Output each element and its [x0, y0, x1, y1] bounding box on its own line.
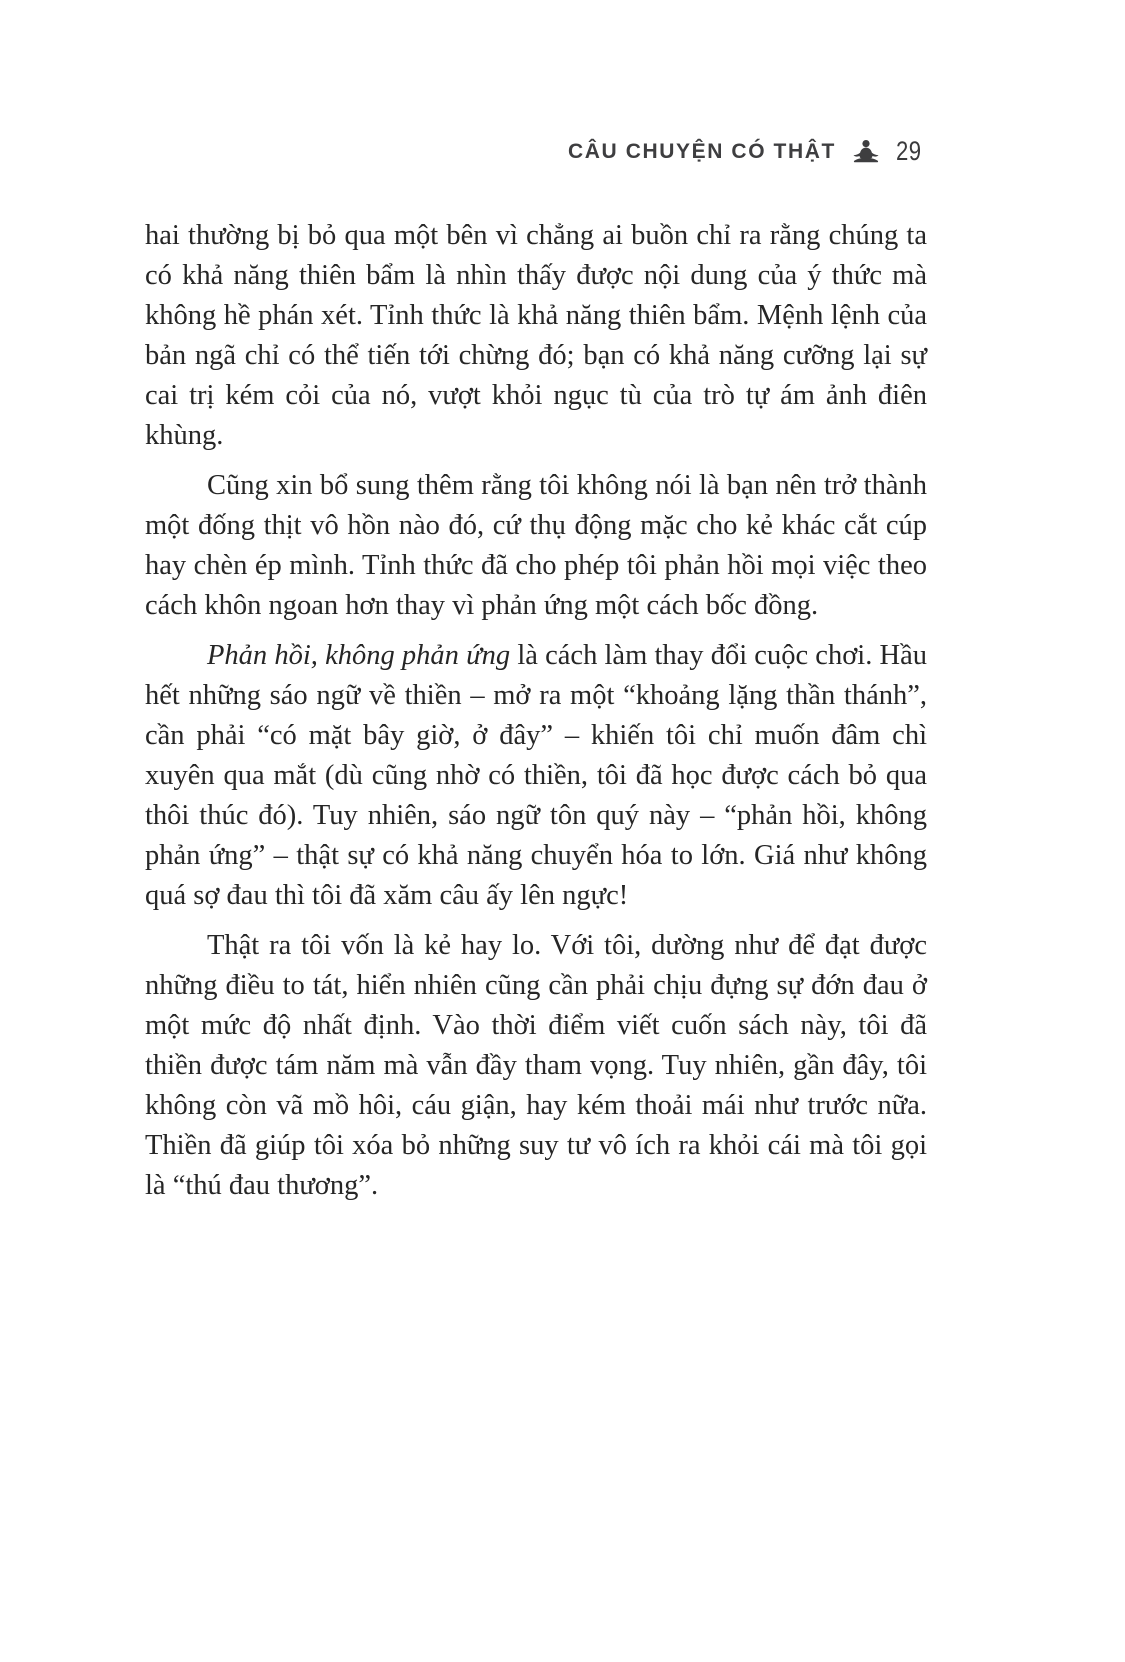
meditation-icon: [850, 139, 882, 165]
paragraph: [145, 636, 927, 916]
italic-phrase: Phản hồi, không phản ứng: [207, 640, 511, 671]
page-header: [145, 136, 927, 167]
page-body: [145, 216, 927, 1216]
paragraph: Cũng xin bổ sung thêm rằng tôi không nói là bạn nên trở thành một đống thịt vô hồn nào đó, cứ thụ động mặc cho kẻ khác cắt cúp hay chèn ép mình. Tỉnh thức đã cho phép tôi phản hồi mọi việc theo cách khôn ngoan hơn thay vì phản ứng một cách bốc đồng.: [145, 470, 927, 621]
paragraph: hai thường bị bỏ qua một bên vì chẳng ai buồn chỉ ra rằng chúng ta có khả năng thiên bẩm là nhìn thấy được nội dung của ý thức mà không hề phán xét. Tỉnh thức là khả năng thiên bẩm. Mệnh lệnh của bản ngã chỉ có thể tiến tới chừng đó; bạn có khả năng cưỡng lại sự cai trị kém cỏi của nó, vượt khỏi ngục tù của trò tự ám ảnh điên khùng.: [145, 220, 927, 451]
page-number: 29: [895, 136, 922, 166]
paragraph-text: là cách làm thay đổi cuộc chơi. Hầu hết những sáo ngữ về thiền – mở ra một “khoảng lặng thần thánh”, cần phải “có mặt bây giờ, ở đây” – khiến tôi chỉ muốn đâm chì xuyên qua mắt (dù cũng nhờ có thiền, tôi đã học được cách bỏ qua thôi thúc đó). Tuy nhiên, sáo ngữ tôn quý này – “phản hồi, không phản ứng” – thật sự có khả năng chuyển hóa to lớn. Giá như không quá sợ đau thì tôi đã xăm câu ấy lên ngực!: [145, 640, 927, 911]
paragraph: Thật ra tôi vốn là kẻ hay lo. Với tôi, dường như để đạt được những điều to tát, hiển nhiên cũng cần phải chịu đựng sự đớn đau ở một mức độ nhất định. Vào thời điểm viết cuốn sách này, tôi đã thiền được tám năm mà vẫn đầy tham vọng. Tuy nhiên, gần đây, tôi không còn vã mồ hôi, cáu giận, hay kém thoải mái như trước nữa. Thiền đã giúp tôi xóa bỏ những suy tư vô ích ra khỏi cái mà tôi gọi là “thú đau thương”.: [145, 930, 927, 1201]
running-head: CÂU CHUYỆN CÓ THẬT: [567, 139, 836, 163]
